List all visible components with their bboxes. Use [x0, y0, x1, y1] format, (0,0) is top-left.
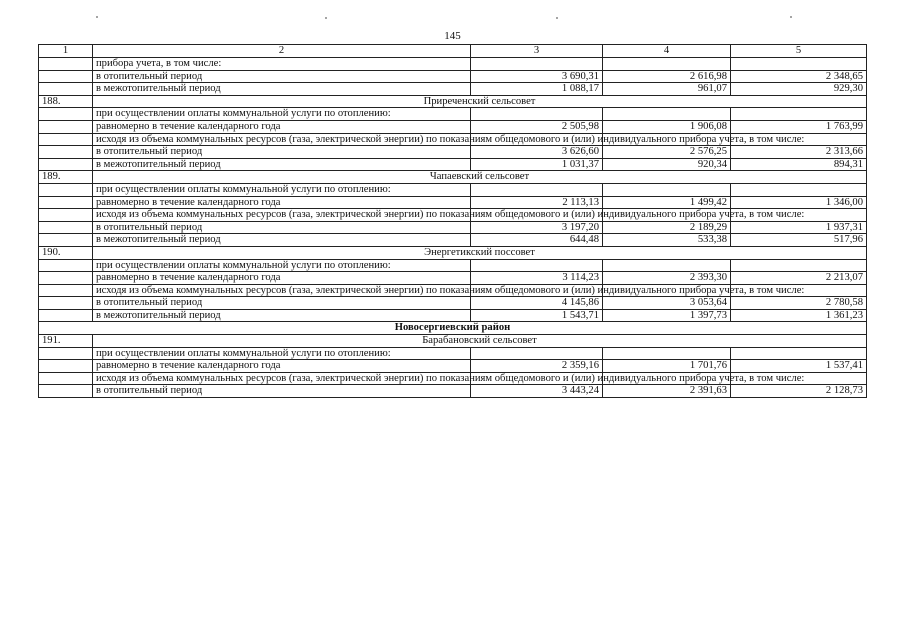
row-number	[39, 360, 93, 373]
value-col-4: 920,34	[603, 158, 731, 171]
row-description: в межотопительный период	[93, 234, 471, 247]
settlement-header-row	[39, 335, 867, 348]
row-description: равномерно в течение календарного года	[93, 272, 471, 285]
column-header: 4	[603, 45, 731, 58]
row-description: при осуществлении оплаты коммунальной услуги по отоплению:	[93, 259, 471, 272]
row-description: равномерно в течение календарного года	[93, 196, 471, 209]
value-col-3: 3 690,31	[471, 70, 603, 83]
scan-speck	[96, 16, 98, 18]
value-col-3: 3 626,60	[471, 146, 603, 159]
row-number	[39, 183, 93, 196]
value-col-3: 644,48	[471, 234, 603, 247]
value-col-4: 3 053,64	[603, 297, 731, 310]
table-row	[39, 108, 867, 121]
district-header-row	[39, 322, 867, 335]
row-description: в межотопительный период	[93, 158, 471, 171]
table-row	[39, 284, 867, 297]
settlement-name: Приреченский сельсовет	[93, 95, 867, 108]
value-col-4: 2 393,30	[603, 272, 731, 285]
table-row	[39, 347, 867, 360]
page-number: 145	[444, 30, 461, 42]
table-row	[39, 58, 867, 71]
row-number	[39, 221, 93, 234]
value-col-4	[603, 259, 731, 272]
row-description: в отопительный период	[93, 385, 471, 398]
table-row	[39, 183, 867, 196]
table-row	[39, 83, 867, 96]
value-col-4	[603, 183, 731, 196]
value-col-3: 2 359,16	[471, 360, 603, 373]
table-row	[39, 234, 867, 247]
row-number: 189.	[39, 171, 93, 184]
row-number	[39, 309, 93, 322]
value-col-3: 1 031,37	[471, 158, 603, 171]
value-col-3: 4 145,86	[471, 297, 603, 310]
table-row	[39, 133, 867, 146]
row-number: 191.	[39, 335, 93, 348]
district-name: Новосергиевский район	[39, 322, 867, 335]
row-number	[39, 108, 93, 121]
row-description: при осуществлении оплаты коммунальной услуги по отоплению:	[93, 347, 471, 360]
value-col-4: 1 397,73	[603, 309, 731, 322]
column-header: 1	[39, 45, 93, 58]
value-col-4: 1 499,42	[603, 196, 731, 209]
row-number	[39, 196, 93, 209]
row-number: 190.	[39, 246, 93, 259]
value-col-5	[731, 108, 867, 121]
row-description: при осуществлении оплаты коммунальной услуги по отоплению:	[93, 108, 471, 121]
value-col-5: 1 361,23	[731, 309, 867, 322]
value-col-5: 1 346,00	[731, 196, 867, 209]
value-col-3	[471, 183, 603, 196]
table-row	[39, 120, 867, 133]
value-col-5: 2 348,65	[731, 70, 867, 83]
row-description: исходя из объема коммунальных ресурсов (газа, электрической энергии) по показаниям общедомового и (или) индивидуального прибора учета, в том числе:	[93, 133, 471, 146]
settlement-name: Чапаевский сельсовет	[93, 171, 867, 184]
value-col-3	[471, 108, 603, 121]
value-col-4: 533,38	[603, 234, 731, 247]
row-description: исходя из объема коммунальных ресурсов (газа, электрической энергии) по показаниям общедомового и (или) индивидуального прибора учета, в том числе:	[93, 372, 471, 385]
table-header-row	[39, 45, 867, 58]
table-row	[39, 309, 867, 322]
row-number	[39, 146, 93, 159]
row-description: в межотопительный период	[93, 309, 471, 322]
row-description: в отопительный период	[93, 297, 471, 310]
value-col-3: 1 088,17	[471, 83, 603, 96]
settlement-header-row	[39, 171, 867, 184]
table-row	[39, 385, 867, 398]
value-col-3: 2 113,13	[471, 196, 603, 209]
value-col-4: 2 576,25	[603, 146, 731, 159]
row-number	[39, 297, 93, 310]
table-row	[39, 297, 867, 310]
value-col-4: 1 701,76	[603, 360, 731, 373]
settlement-header-row	[39, 95, 867, 108]
value-col-5: 1 537,41	[731, 360, 867, 373]
row-description: прибора учета, в том числе:	[93, 58, 471, 71]
column-header: 5	[731, 45, 867, 58]
column-header: 2	[93, 45, 471, 58]
column-header: 3	[471, 45, 603, 58]
value-col-3	[471, 58, 603, 71]
tariff-table	[38, 44, 867, 398]
value-col-5: 2 313,66	[731, 146, 867, 159]
row-description: равномерно в течение календарного года	[93, 120, 471, 133]
value-col-5: 2 213,07	[731, 272, 867, 285]
value-col-3: 3 197,20	[471, 221, 603, 234]
table-row	[39, 221, 867, 234]
table-row	[39, 196, 867, 209]
row-description: в отопительный период	[93, 146, 471, 159]
settlement-header-row	[39, 246, 867, 259]
value-col-4: 2 616,98	[603, 70, 731, 83]
row-number	[39, 209, 93, 222]
value-col-5: 2 780,58	[731, 297, 867, 310]
row-number	[39, 272, 93, 285]
row-number: 188.	[39, 95, 93, 108]
value-col-4	[603, 108, 731, 121]
value-col-4: 961,07	[603, 83, 731, 96]
settlement-name: Барабановский сельсовет	[93, 335, 867, 348]
scan-speck	[556, 17, 558, 19]
row-number	[39, 347, 93, 360]
value-col-4: 2 391,63	[603, 385, 731, 398]
scan-speck	[325, 17, 327, 19]
row-number	[39, 284, 93, 297]
row-description: в отопительный период	[93, 70, 471, 83]
row-number	[39, 385, 93, 398]
value-col-5: 517,96	[731, 234, 867, 247]
value-col-4	[603, 58, 731, 71]
value-col-5: 894,31	[731, 158, 867, 171]
value-col-3: 3 114,23	[471, 272, 603, 285]
row-number	[39, 70, 93, 83]
value-col-5: 1 763,99	[731, 120, 867, 133]
table-row	[39, 146, 867, 159]
row-number	[39, 58, 93, 71]
row-number	[39, 83, 93, 96]
value-col-3	[471, 259, 603, 272]
value-col-4: 1 906,08	[603, 120, 731, 133]
value-col-3	[471, 347, 603, 360]
table-row	[39, 70, 867, 83]
row-number	[39, 133, 93, 146]
value-col-4	[603, 347, 731, 360]
row-number	[39, 234, 93, 247]
settlement-name: Энергетикский поссовет	[93, 246, 867, 259]
table-row	[39, 272, 867, 285]
row-description: исходя из объема коммунальных ресурсов (газа, электрической энергии) по показаниям общедомового и (или) индивидуального прибора учета, в том числе:	[93, 284, 471, 297]
value-col-3: 1 543,71	[471, 309, 603, 322]
table-row	[39, 360, 867, 373]
value-col-5	[731, 259, 867, 272]
row-description: в межотопительный период	[93, 83, 471, 96]
value-col-3: 2 505,98	[471, 120, 603, 133]
scan-speck	[790, 16, 792, 18]
row-description: равномерно в течение календарного года	[93, 360, 471, 373]
row-description: при осуществлении оплаты коммунальной услуги по отоплению:	[93, 183, 471, 196]
row-number	[39, 259, 93, 272]
row-number	[39, 158, 93, 171]
row-number	[39, 120, 93, 133]
value-col-5	[731, 183, 867, 196]
table-body	[39, 45, 867, 398]
value-col-5: 929,30	[731, 83, 867, 96]
table-row	[39, 372, 867, 385]
row-number	[39, 372, 93, 385]
row-description: исходя из объема коммунальных ресурсов (газа, электрической энергии) по показаниям общедомового и (или) индивидуального прибора учета, в том числе:	[93, 209, 471, 222]
table-row	[39, 158, 867, 171]
value-col-3: 3 443,24	[471, 385, 603, 398]
table-row	[39, 209, 867, 222]
value-col-5	[731, 347, 867, 360]
row-description: в отопительный период	[93, 221, 471, 234]
value-col-4: 2 189,29	[603, 221, 731, 234]
value-col-5	[731, 58, 867, 71]
table-row	[39, 259, 867, 272]
value-col-5: 2 128,73	[731, 385, 867, 398]
value-col-5: 1 937,31	[731, 221, 867, 234]
